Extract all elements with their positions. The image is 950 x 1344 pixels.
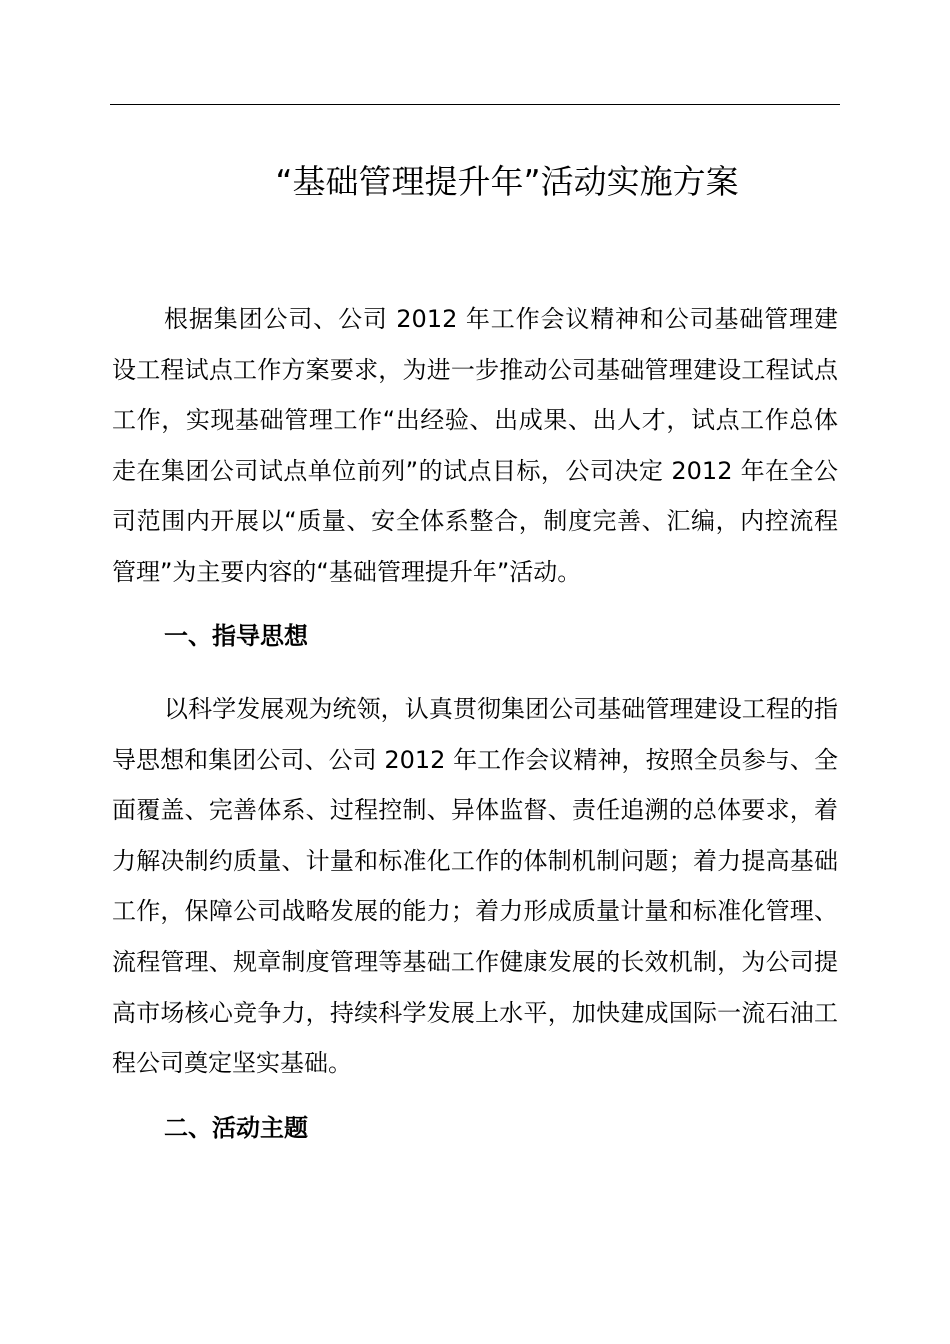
header-rule [110,104,840,105]
document-title: “基础管理提升年”活动实施方案 [275,162,739,201]
guiding-ideology-paragraph: 以科学发展观为统领，认真贯彻集团公司基础管理建设工程的指导思想和集团公司、公司 2012 年工作会议精神，按照全员参与、全面覆盖、完善体系、过程控制、异体监督、责任追溯的总体要求，着力解决制约质量、计量和标准化工作的体制机制问题；着力提高基础工作，保障公司战略发展的能力；着力形成质量计量和标准化管理、流程管理、规章制度管理等基础工作健康发展的长效机制，为公司提高市场核心竞争力，持续科学发展上水平，加快建成国际一流石油工程公司奠定坚实基础。 [112,695,838,1078]
section-heading-guiding-ideology: 一、指导思想 [164,622,308,650]
intro-paragraph: 根据集团公司、公司 2012 年工作会议精神和公司基础管理建设工程试点工作方案要求，为进一步推动公司基础管理建设工程试点工作，实现基础管理工作“出经验、出成果、出人才，试点工作总体走在集团公司试点单位前列”的试点目标，公司决定 2012 年在全公司范围内开展以“质量、安全体系整合，制度完善、汇编，内控流程管理”为主要内容的“基础管理提升年”活动。 [112,305,838,586]
section-heading-activity-theme: 二、活动主题 [164,1114,308,1142]
